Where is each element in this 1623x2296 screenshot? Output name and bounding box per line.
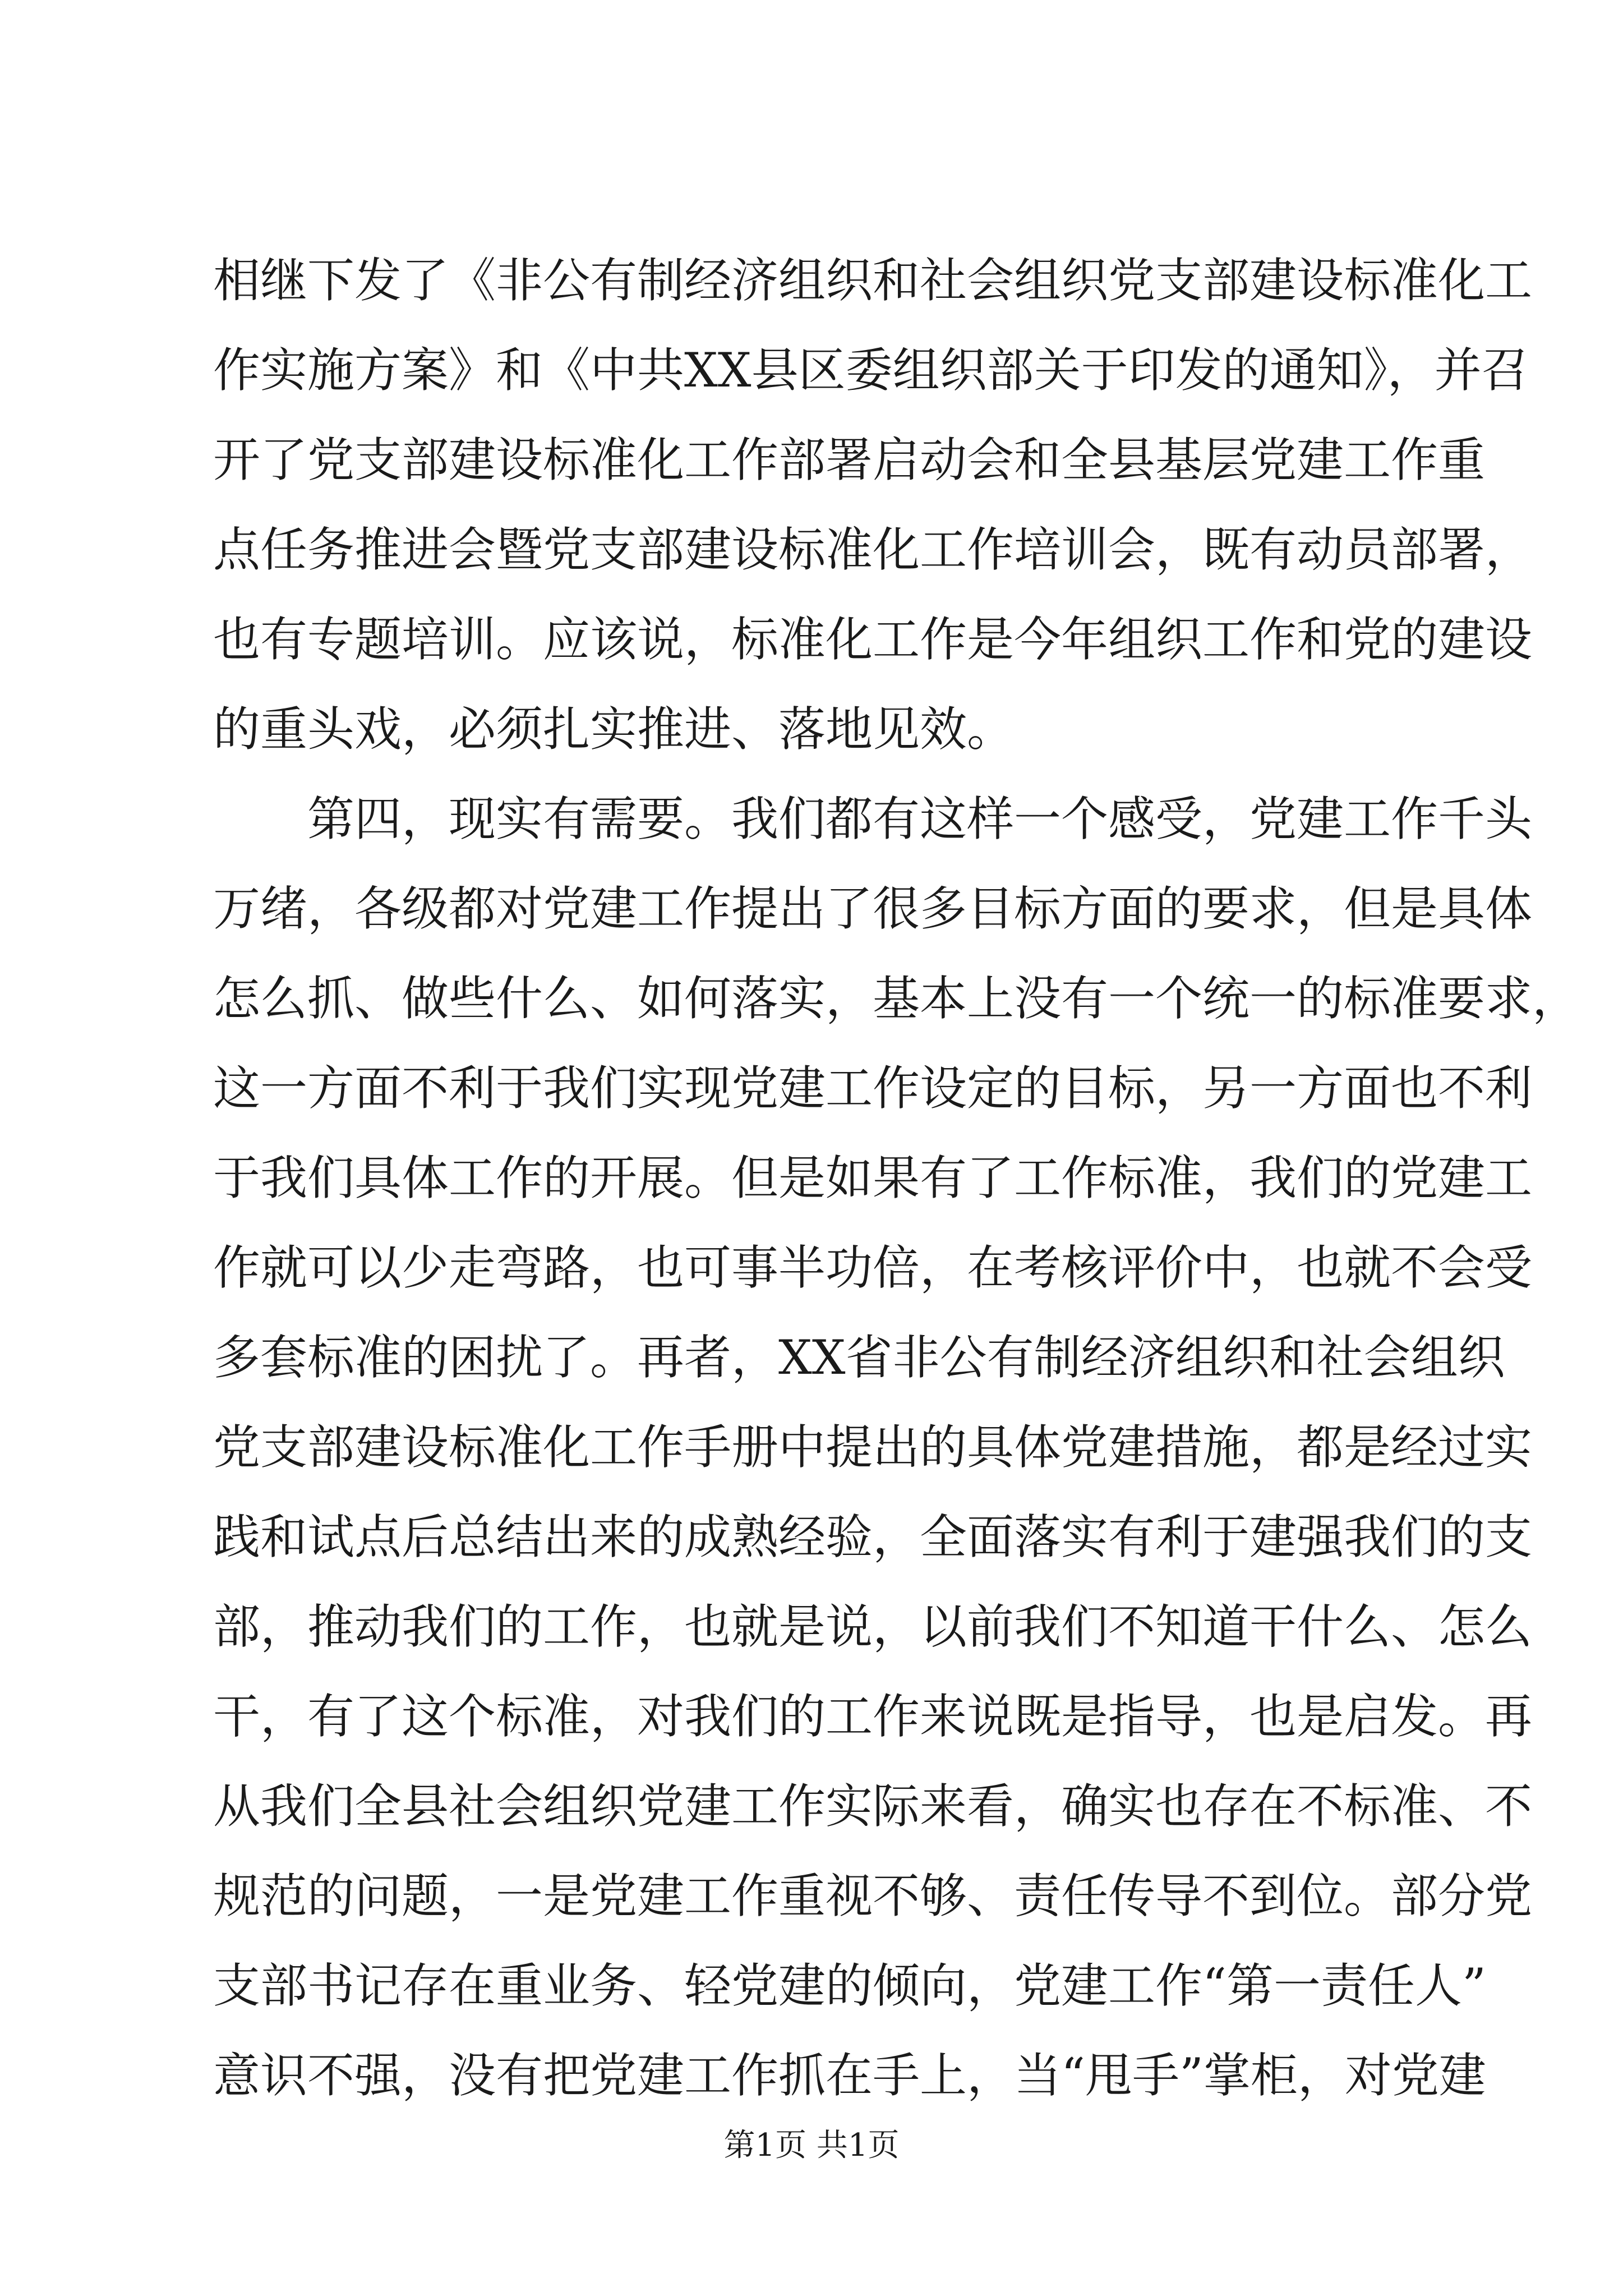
text-line: 践和试点后总结出来的成熟经验，全面落实有利于建强我们的支 xyxy=(213,1510,1533,1565)
text-line: 相继下发了《非公有制经济组织和社会组织党支部建设标准化工 xyxy=(213,253,1533,308)
text-line: 作就可以少走弯路，也可事半功倍，在考核评价中，也就不会受 xyxy=(213,1240,1533,1295)
page-footer: 第1页 共1页 xyxy=(723,2127,900,2164)
text-line: 从我们全县社会组织党建工作实际来看，确实也存在不标准、不 xyxy=(213,1779,1533,1834)
text-line: 点任务推进会暨党支部建设标准化工作培训会，既有动员部署， xyxy=(213,522,1533,577)
text-line: 万绪，各级都对党建工作提出了很多目标方面的要求，但是具体 xyxy=(213,881,1533,936)
text-line: 作实施方案》和《中共XX县区委组织部关于印发的通知》，并召 xyxy=(213,343,1529,398)
text-line: 意识不强，没有把党建工作抓在手上，当“甩手”掌柜，对党建 xyxy=(213,2048,1486,2103)
text-line: 这一方面不利于我们实现党建工作设定的目标，另一方面也不利 xyxy=(213,1061,1533,1116)
text-line: 怎么抓、做些什么、如何落实，基本上没有一个统一的标准要求， xyxy=(213,971,1580,1026)
text-line: 规范的问题，一是党建工作重视不够、责任传导不到位。部分党 xyxy=(213,1869,1533,1924)
text-line: 的重头戏，必须扎实推进、落地见效。 xyxy=(213,702,1015,757)
text-line: 于我们具体工作的开展。但是如果有了工作标准，我们的党建工 xyxy=(213,1151,1533,1205)
text-line: 开了党支部建设标准化工作部署启动会和全县基层党建工作重 xyxy=(213,432,1486,487)
text-line: 干，有了这个标准，对我们的工作来说既是指导，也是启发。再 xyxy=(213,1689,1533,1744)
text-line: 部，推动我们的工作，也就是说，以前我们不知道干什么、怎么 xyxy=(213,1599,1533,1654)
text-line: 支部书记存在重业务、轻党建的倾向，党建工作“第一责任人” xyxy=(213,1958,1486,2013)
text-line: 第四，现实有需要。我们都有这样一个感受，党建工作千头 xyxy=(213,792,1533,846)
text-line: 党支部建设标准化工作手册中提出的具体党建措施，都是经过实 xyxy=(213,1420,1533,1475)
text-line: 多套标准的困扰了。再者，XX省非公有制经济组织和社会组织 xyxy=(213,1330,1505,1385)
text-line: 也有专题培训。应该说，标准化工作是今年组织工作和党的建设 xyxy=(213,612,1533,667)
